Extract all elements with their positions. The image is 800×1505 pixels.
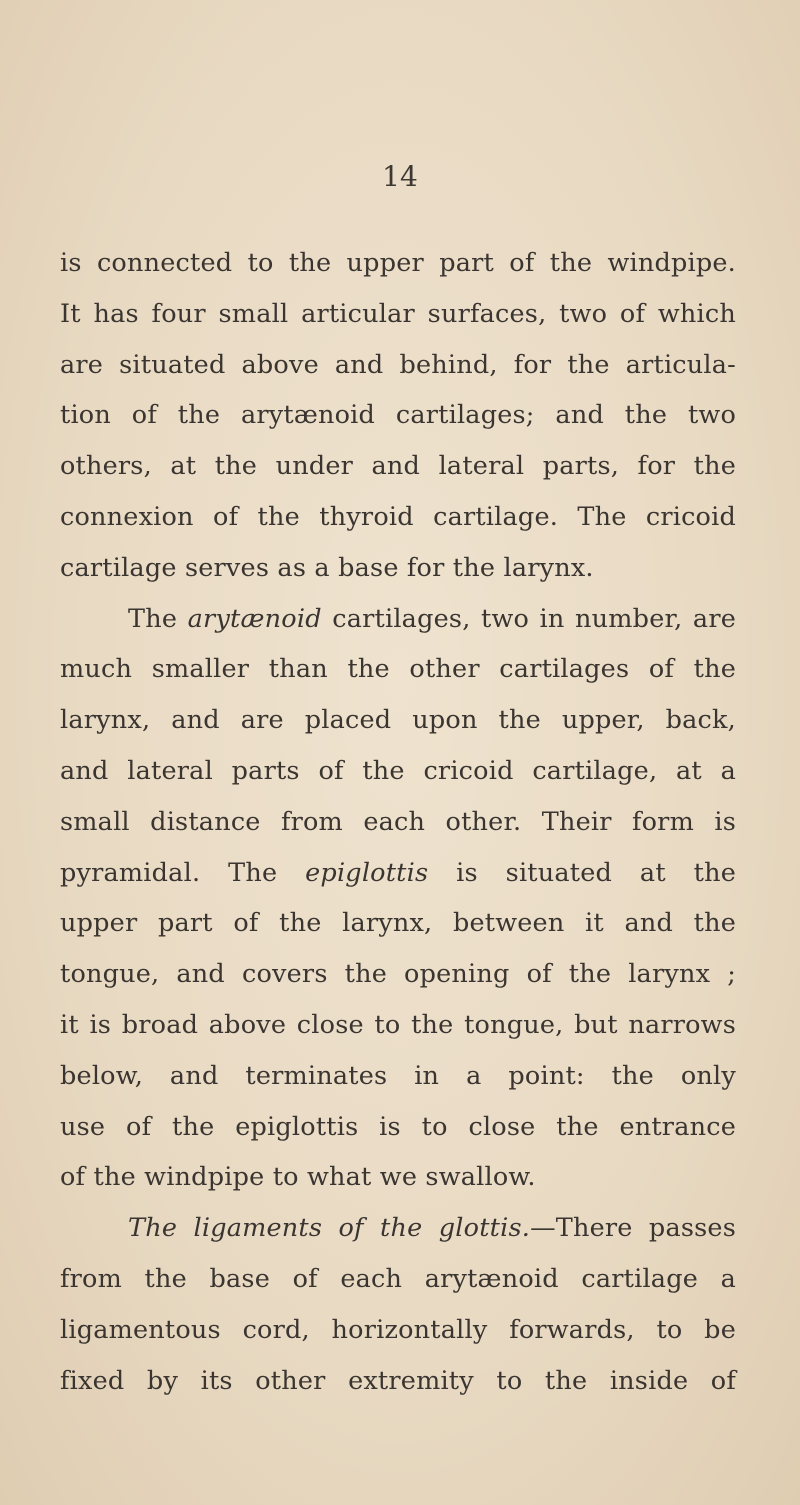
text-run: cartilages, two in number, are [321, 603, 736, 634]
body-text [60, 238, 736, 1406]
text-line [60, 848, 736, 899]
italic-term-arytaenoid: arytænoid [187, 603, 322, 634]
text-line: of the windpipe to what we swallow. [60, 1162, 536, 1193]
text-run: —There passes [530, 1213, 736, 1244]
text-line [60, 594, 736, 645]
text-line [60, 1203, 736, 1254]
text-run: is situated at the [428, 857, 736, 888]
text-line: is connected to the upper part of the windpipe. [60, 248, 736, 278]
text-line: it is broad above close to the tongue, but narrows [60, 1009, 736, 1040]
text-line: larynx, and are placed upon the upper, back, [60, 705, 736, 736]
text-line: ligamentous cord, horizontally forwards, to be [60, 1314, 736, 1345]
text-line: below, and terminates in a point: the only [60, 1060, 736, 1091]
text-line: upper part of the larynx, between it and the [60, 908, 736, 939]
page-number: 14 [382, 160, 418, 193]
text-line: small distance from each other. Their form is [60, 806, 736, 837]
italic-term-epiglottis: epiglottis [305, 857, 429, 888]
text-line: and lateral parts of the cricoid cartilage, at a [60, 755, 736, 786]
text-line: cartilage serves as a base for the larynx. [60, 552, 594, 583]
italic-heading-ligaments: The ligaments of the glottis. [128, 1213, 531, 1244]
text-line: connexion of the thyroid cartilage. The cricoid [60, 501, 736, 532]
text-line: use of the epiglottis is to close the entrance [60, 1111, 736, 1142]
text-line: from the base of each arytænoid cartilage a [60, 1263, 736, 1294]
text-line: much smaller than the other cartilages of the [60, 654, 736, 685]
text-run: The [128, 603, 188, 634]
text-line: tongue, and covers the opening of the larynx ; [60, 959, 736, 990]
text-line: fixed by its other extremity to the inside of [60, 1365, 736, 1396]
text-run: pyramidal. The [60, 857, 306, 888]
text-line: are situated above and behind, for the articula- [60, 349, 736, 380]
text-line: tion of the arytænoid cartilages; and the two [60, 400, 736, 431]
text-line: others, at the under and lateral parts, for the [60, 451, 736, 482]
text-line: It has four small articular surfaces, two of which [60, 298, 736, 329]
